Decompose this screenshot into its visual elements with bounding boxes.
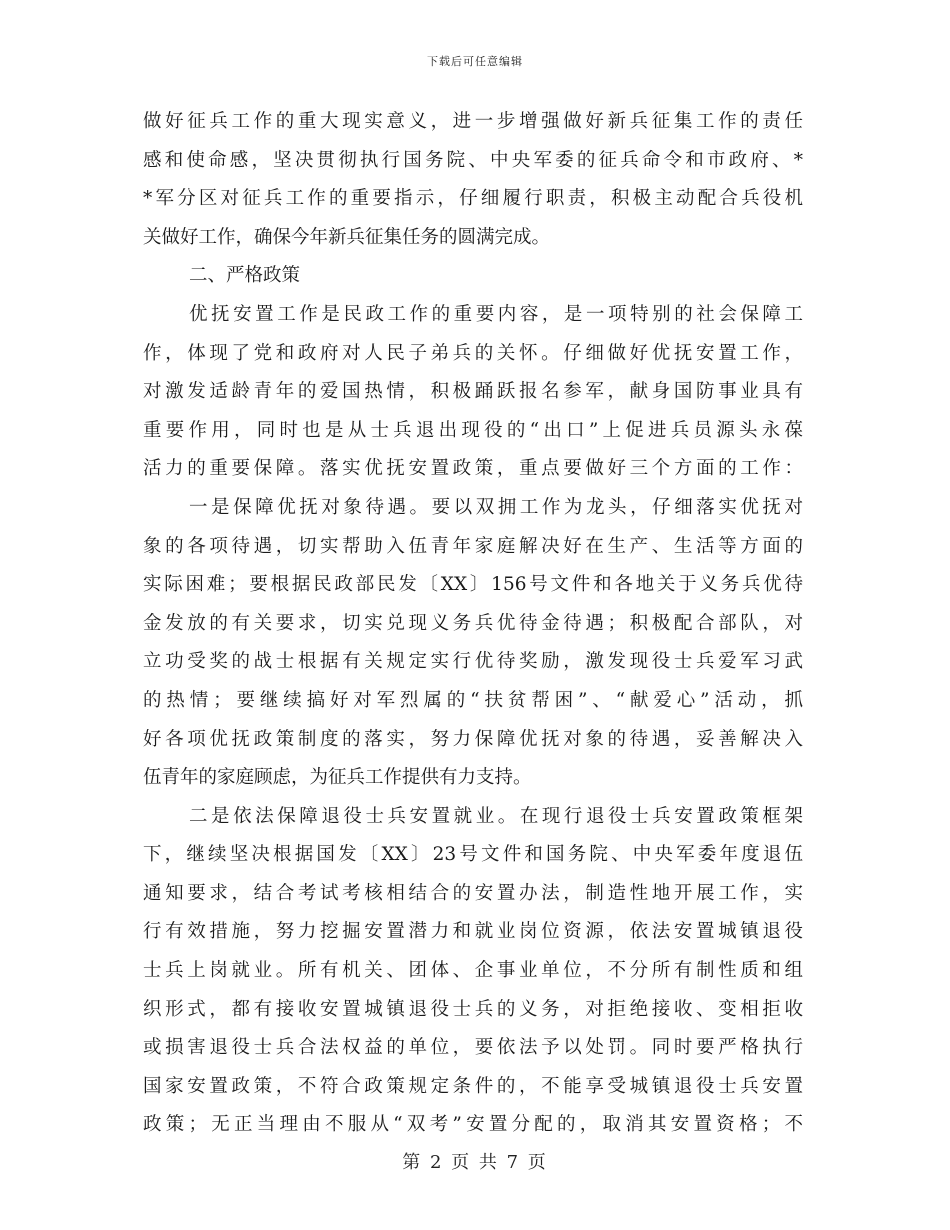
text-line: *军分区对征兵工作的重要指示，仔细履行职责，积极主动配合兵役机 — [143, 188, 803, 210]
text-line: 二、严格政策 — [189, 265, 301, 287]
text-line: 通知要求，结合考试考核相结合的安置办法，制造性地开展工作，实 — [143, 882, 803, 904]
text-line: 关做好工作，确保今年新兵征集任务的圆满完成。 — [143, 226, 551, 248]
text-line: 或损害退役士兵合法权益的单位，要依法予以处罚。同时要严格执行 — [143, 1037, 803, 1059]
text-line: 的热情；要继续搞好对军烈属的“扶贫帮困”、“献爱心”活动，抓 — [143, 689, 803, 711]
text-line: 行有效措施，努力挖掘安置潜力和就业岗位资源，依法安置城镇退役 — [143, 921, 803, 943]
text-line: 国家安置政策，不符合政策规定条件的，不能享受城镇退役士兵安置 — [143, 1075, 803, 1097]
page-number-footer: 第 2 页 共 7 页 — [402, 1152, 548, 1173]
document-body — [143, 103, 803, 1145]
text-line: 优抚安置工作是民政工作的重要内容，是一项特别的社会保障工 — [189, 303, 803, 325]
text-line: 一是保障优抚对象待遇。要以双拥工作为龙头，仔细落实优抚对 — [189, 496, 803, 518]
text-line: 二是依法保障退役士兵安置就业。在现行退役士兵安置政策框架 — [189, 805, 803, 827]
text-line: 政策；无正当理由不服从“双考”安置分配的，取消其安置资格；不 — [143, 1114, 803, 1136]
text-line: 实际困难；要根据民政部民发〔XX〕156号文件和各地关于义务兵优待 — [143, 574, 803, 596]
text-line: 伍青年的家庭顾虑，为征兵工作提供有力支持。 — [143, 767, 532, 789]
text-line: 做好征兵工作的重大现实意义，进一步增强做好新兵征集工作的责任 — [143, 111, 803, 132]
text-line: 下，继续坚决根据国发〔XX〕23号文件和国务院、中央军委年度退伍 — [143, 844, 803, 866]
text-line: 好各项优抚政策制度的落实，努力保障优抚对象的待遇，妥善解决入 — [143, 728, 803, 750]
text-line: 重要作用，同时也是从士兵退出现役的“出口”上促进兵员源头永葆 — [143, 419, 803, 441]
text-line: 士兵上岗就业。所有机关、团体、企事业单位，不分所有制性质和组 — [143, 960, 803, 982]
text-line: 立功受奖的战士根据有关规定实行优待奖励，激发现役士兵爱军习武 — [143, 651, 803, 673]
text-line: 作，体现了党和政府对人民子弟兵的关怀。仔细做好优抚安置工作， — [143, 342, 803, 364]
text-line: 象的各项待遇，切实帮助入伍青年家庭解决好在生产、生活等方面的 — [143, 535, 803, 557]
text-line: 织形式，都有接收安置城镇退役士兵的义务，对拒绝接收、变相拒收 — [143, 998, 803, 1020]
page-header: 下载后可任意编辑 — [427, 55, 523, 68]
text-line: 金发放的有关要求，切实兑现义务兵优待金待遇；积极配合部队，对 — [143, 612, 803, 634]
text-line: 活力的重要保障。落实优抚安置政策，重点要做好三个方面的工作： — [143, 458, 803, 480]
text-line: 对激发适龄青年的爱国热情，积极踊跃报名参军，献身国防事业具有 — [143, 381, 803, 403]
text-line: 感和使命感，坚决贯彻执行国务院、中央军委的征兵命令和市政府、* — [143, 149, 803, 171]
